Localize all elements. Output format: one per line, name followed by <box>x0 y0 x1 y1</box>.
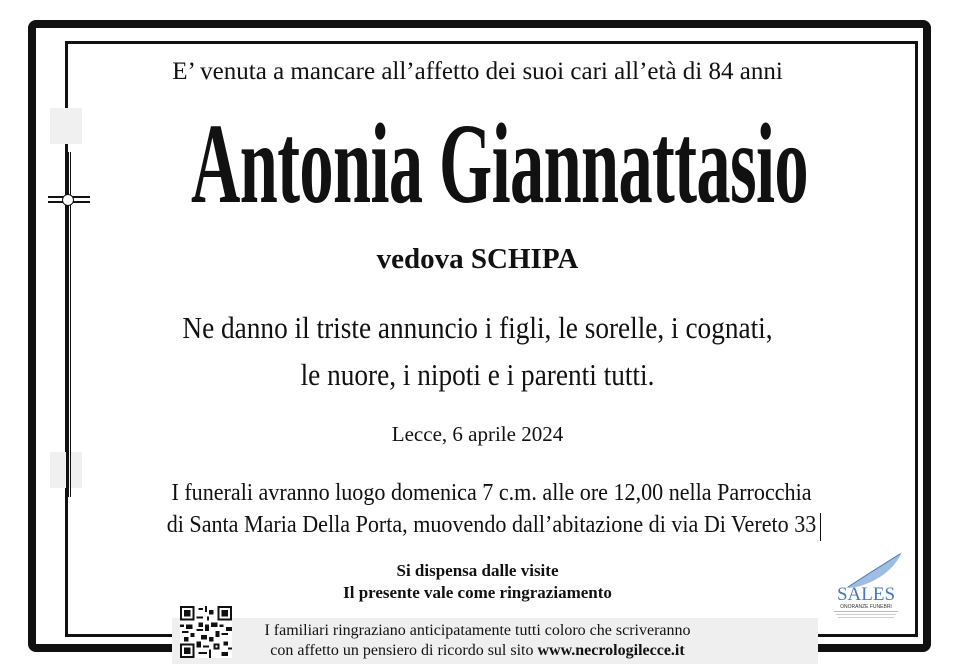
intro-text: E’ venuta a mancare all’affetto dei suoi cari all’età di 84 anni <box>172 58 783 85</box>
footer-line-1: I familiari ringraziano anticipatamente tutti coloro che scriveranno <box>264 622 691 639</box>
funeral-line-1: I funerali avranno luogo domenica 7 c.m. alle ore 12,00 nella Parrocchia <box>171 480 812 506</box>
sales-logo <box>826 548 906 622</box>
widow-line: vedova SCHIPA <box>376 243 579 275</box>
footer-line-2 <box>0 642 955 660</box>
announcement-line-2: le nuore, i nipoti e i parenti tutti. <box>300 357 655 392</box>
text-cursor <box>820 513 821 541</box>
visits-line-1: Si dispensa dalle visite <box>396 561 559 580</box>
frame-corner-mark <box>50 108 82 144</box>
announcement-line-1: Ne danno il triste annuncio i figli, le sorelle, i cognati, <box>182 310 773 345</box>
qr-code-icon[interactable] <box>180 606 232 658</box>
website-link[interactable]: www.necrologilecce.it <box>537 642 685 659</box>
deceased-name: Antonia Giannattasio <box>191 100 809 227</box>
logo-tagline: ONORANZE FUNEBRI <box>840 604 892 610</box>
logo-brand: SALES <box>836 584 896 605</box>
place-date: Lecce, 6 aprile 2024 <box>391 422 564 446</box>
footer-line-2-prefix: con affetto un pensiero di ricordo sul sito <box>270 642 538 659</box>
funeral-line-2: di Santa Maria Della Porta, muovendo dall’abitazione di via Di Vereto 33 <box>166 512 817 538</box>
cross-knot <box>62 194 74 206</box>
feather-icon <box>846 552 902 588</box>
visits-line-2: Il presente vale come ringraziamento <box>343 583 612 602</box>
